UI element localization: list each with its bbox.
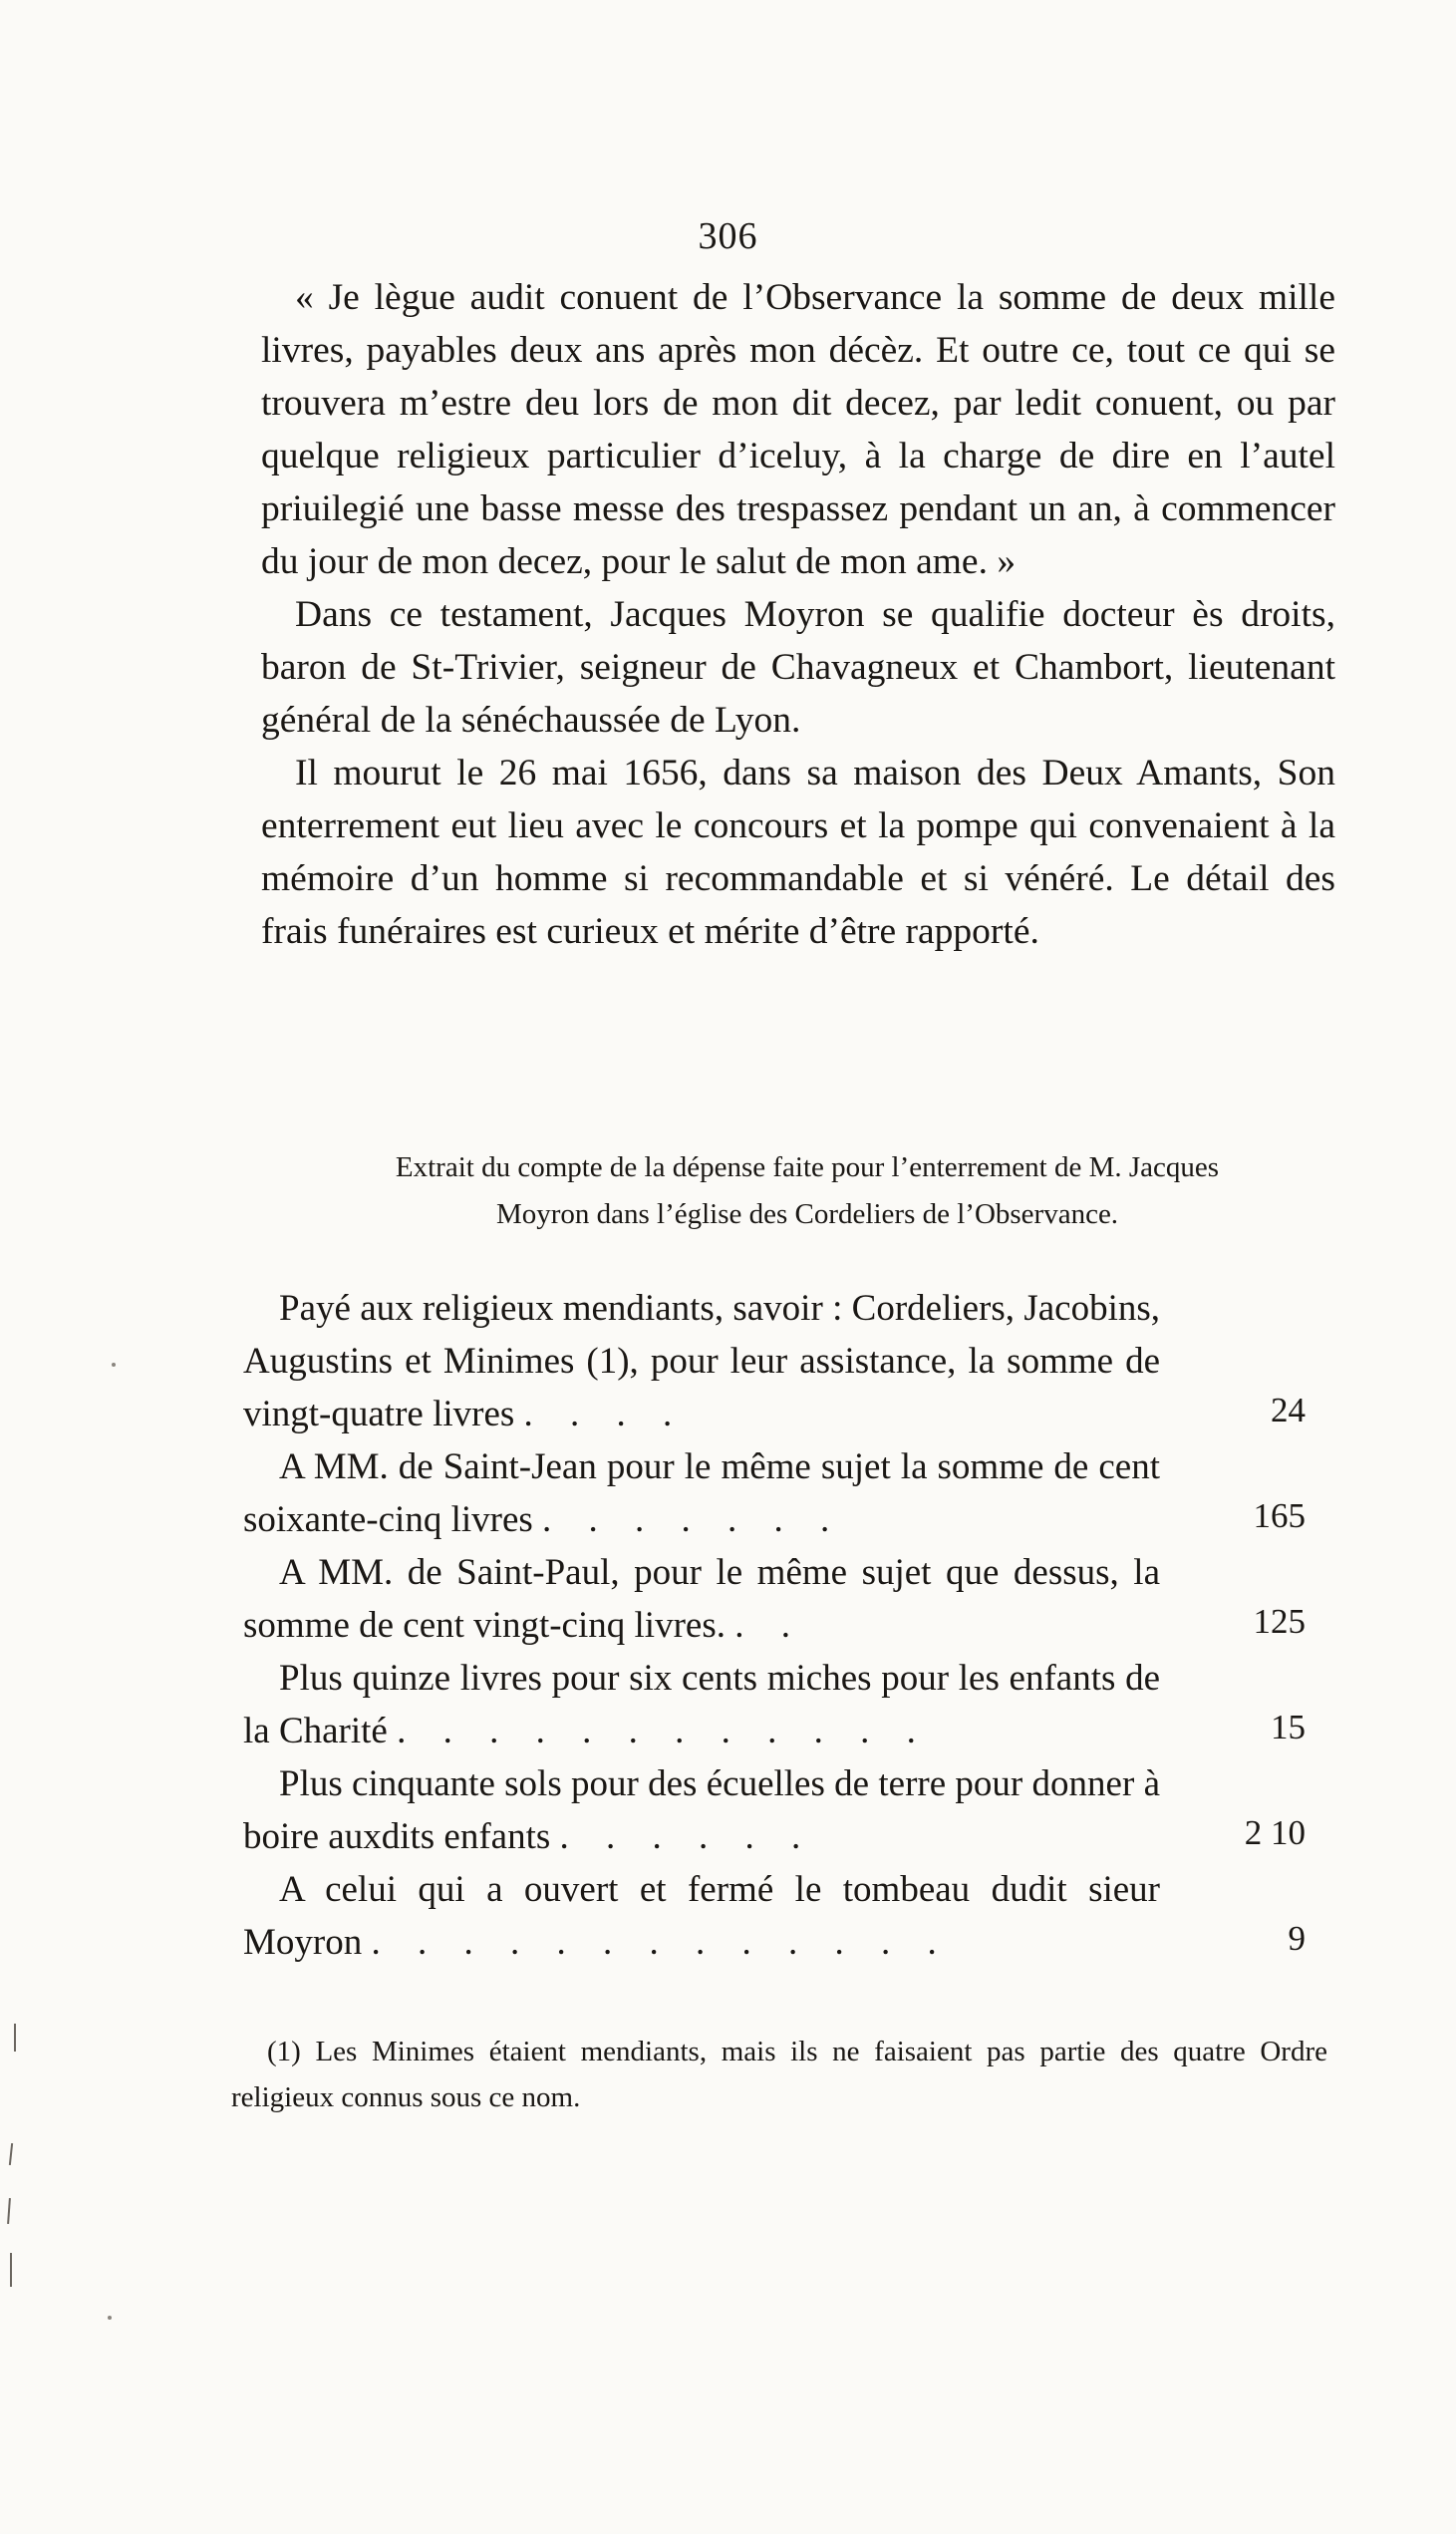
ledger-entry-amount: 15 (1271, 1708, 1306, 1746)
caption-line-1: Extrait du compte de la dépense faite pour l’enterrement de M. Jacques (395, 1151, 1220, 1183)
ledger-entry-amount: 165 (1253, 1496, 1306, 1535)
ledger-entry-amount: 2 10 (1244, 1813, 1306, 1852)
footnote-text: (1) Les Minimes étaient mendiants, mais ils ne faisaient pas partie des quatre Ordre religieux connus sous ce nom. (231, 2036, 1327, 2113)
ledger-leader-dots: . . (734, 1605, 804, 1646)
body-text (261, 271, 1335, 958)
ledger-entry (243, 1440, 1319, 1546)
margin-speck (108, 2316, 112, 2320)
ledger-entry-text: Plus quinze livres pour six cents miches pour les enfants de la Charité (243, 1658, 1160, 1751)
footnote (231, 2029, 1327, 2120)
ledger-entry-text: A MM. de Saint-Paul, pour le même sujet que dessus, la somme de cent vingt-cinq livres. (243, 1552, 1160, 1646)
testament-commentary: Dans ce testament, Jacques Moyron se qualifie docteur ès droits, baron de St-Trivier, seigneur de Chavagneux et Chambort, lieutenant général de la sénéchaussée de Lyon. (261, 594, 1335, 741)
margin-speck (112, 1363, 116, 1367)
expense-ledger (243, 1282, 1319, 1969)
account-caption (289, 1144, 1325, 1238)
margin-scratch (14, 2024, 16, 2052)
ledger-entry (243, 1282, 1319, 1440)
testament-quote: « Je lègue audit conuent de l’Observance la somme de deux mille livres, payables deux ans après mon décèz. Et outre ce, tout ce qui se trouvera m’estre deu lors de mon dit decez, par ledit conuent, ou par quelque religieux particulier d’iceluy, à la charge de dire en l’autel priuilegié une basse messe des trespassez pendant un an, à commencer du jour de mon decez, pour le salut de mon ame. » (261, 277, 1335, 582)
page-number: 306 (698, 215, 758, 257)
ledger-entry (243, 1863, 1319, 1969)
ledger-entry-amount: 9 (1288, 1919, 1306, 1958)
margin-scratch (9, 2143, 13, 2165)
ledger-entry-amount: 24 (1271, 1391, 1306, 1429)
margin-scratch (10, 2253, 12, 2287)
margin-scratch (7, 2198, 11, 2224)
ledger-entry (243, 1652, 1319, 1757)
ledger-leader-dots: . . . . . . . . . . . . . (371, 1922, 951, 1963)
ledger-entry (243, 1546, 1319, 1652)
ledger-leader-dots: . . . . (523, 1394, 687, 1434)
ledger-entry-text: Plus cinquante sols pour des écuelles de terre pour donner à boire auxdits enfants (243, 1763, 1160, 1857)
ledger-leader-dots: . . . . . . (559, 1816, 815, 1857)
death-paragraph: Il mourut le 26 mai 1656, dans sa maison des Deux Amants, Son enterrement eut lieu avec le concours et la pompe qui convenaient à la mémoire d’un homme si recommandable et si vénéré. Le détail des frais funéraires est curieux et mérite d’être rapporté. (261, 753, 1335, 952)
ledger-entry (243, 1757, 1319, 1863)
ledger-entry-text: A celui qui a ouvert et fermé le tombeau dudit sieur Moyron (243, 1869, 1160, 1963)
caption-line-2: Moyron dans l’église des Cordeliers de l’Observance. (495, 1198, 1119, 1230)
ledger-entry-text: A MM. de Saint-Jean pour le même sujet la somme de cent soixante-cinq livres (243, 1446, 1160, 1540)
ledger-leader-dots: . . . . . . . . . . . . (397, 1711, 930, 1751)
ledger-entry-amount: 125 (1253, 1602, 1306, 1641)
ledger-leader-dots: . . . . . . . (542, 1499, 844, 1540)
ledger-entry-text: Payé aux religieux mendiants, savoir : Cordeliers, Jacobins, Augustins et Minimes (1), pour leur assistance, la somme de vingt-quatre livres (243, 1288, 1160, 1434)
